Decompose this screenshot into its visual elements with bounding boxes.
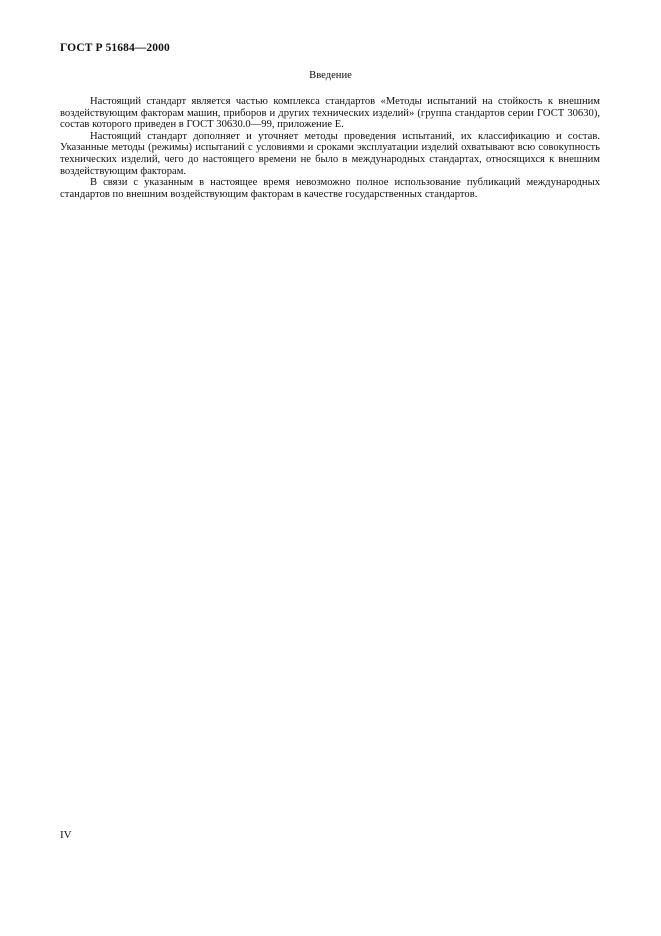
page-number: IV: [60, 829, 72, 841]
section-title: Введение: [309, 70, 352, 81]
document-header: ГОСТ Р 51684—2000: [60, 42, 170, 54]
paragraph-1: Настоящий стандарт является частью комплекса стандартов «Методы испытаний на стойкость к внешним воздействующим факторам машин, приборов и других технических изделий» (группа стандартов серии ГОСТ 30630), состав которого приведен в ГОСТ 30630.0—99, приложение Е.: [60, 96, 600, 131]
paragraph-3: В связи с указанным в настоящее время невозможно полное использование публикаций международных стандартов по внешним воздействующим факторам в качестве государственных стандартов.: [60, 177, 600, 200]
introduction-body: [60, 96, 600, 200]
paragraph-2: Настоящий стандарт дополняет и уточняет методы проведения испытаний, их классификацию и состав. Указанные методы (режимы) испытаний с условиями и сроками эксплуатации изделий охватывают всю совокупность технических изделий, чего до настоящего времени не было в международных стандартах, относящихся к внешним воздействующим факторам.: [60, 130, 600, 177]
